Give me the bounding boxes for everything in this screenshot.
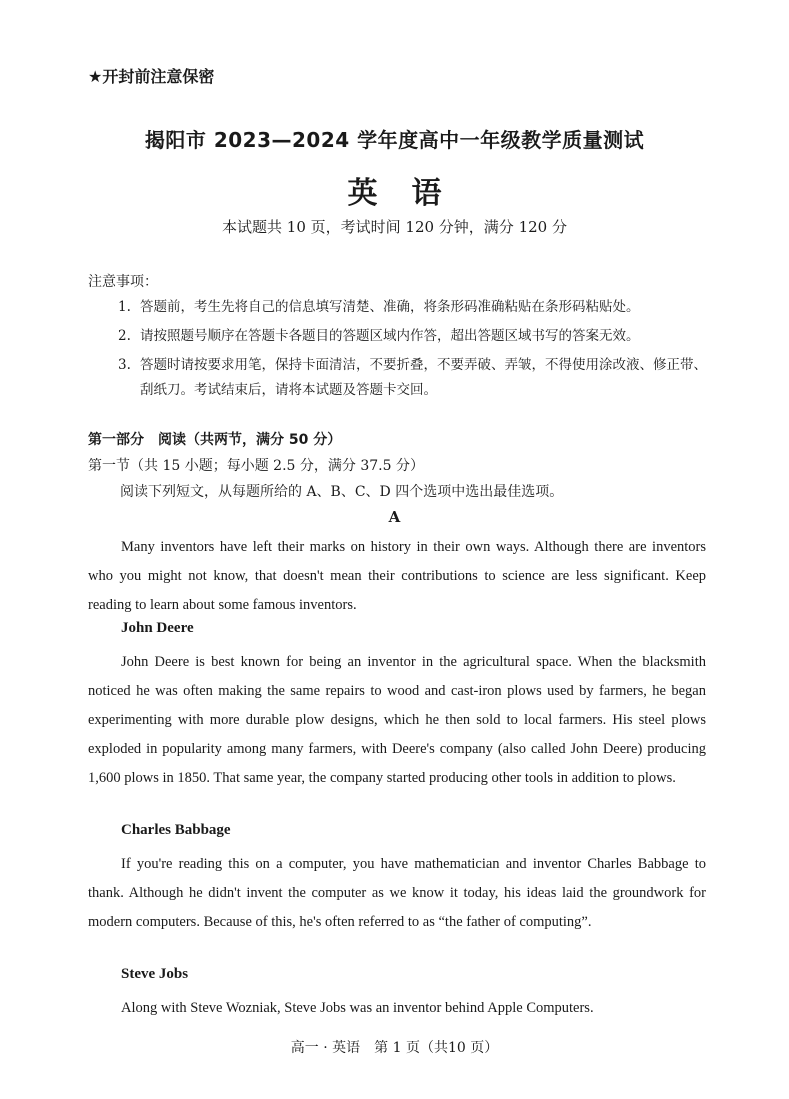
notice-item	[118, 295, 708, 320]
charles-babbage-paragraph	[88, 850, 706, 937]
passage-intro	[88, 533, 706, 620]
notice-number: 3.	[118, 357, 131, 373]
john-deere-paragraph	[88, 648, 706, 793]
confidential-notice: ★开封前注意保密	[88, 67, 215, 86]
notice-text: 答题时请按要求用笔，保持卡面清洁，不要折叠，不要弄破、弄皱，不得使用涂改液、修正带、刮纸刀。考试结束后，请将本试题及答题卡交回。	[140, 357, 707, 398]
page-footer: 高一 · 英语 第 1 页（共10 页）	[290, 1040, 499, 1056]
paragraph-text: John Deere is best known for being an inventor in the agricultural space. When the blacksmith noticed he was often making the same repairs to wood and cast-iron plows used by farmers, he began experimenting with more durable plow designs, which he then sold to local farmers. His steel plows exploded in popularity among many farmers, with Deere's company (also called John Deere) producing 1,600 plows in 1850. That same year, the company started producing other tools in addition to plows.	[88, 654, 706, 786]
paragraph-text: Along with Steve Wozniak, Steve Jobs was an inventor behind Apple Computers.	[121, 1000, 594, 1016]
steve-jobs-paragraph	[88, 994, 706, 1023]
section-heading-charles-babbage: Charles Babbage	[121, 822, 231, 838]
notice-item	[118, 353, 708, 403]
notice-item	[118, 324, 708, 349]
notice-number: 1.	[118, 299, 131, 315]
section-heading: 第一节（共 15 小题；每小题 2.5 分，满分 37.5 分）	[88, 458, 424, 474]
subject-title: 英语	[347, 176, 476, 211]
paragraph-text: If you're reading this on a computer, you have mathematician and inventor Charles Babbage to thank. Although he didn't invent the computer as we know it today, his ideas laid the groundwork for modern computers. Because of this, he's often referred to as “the father of computing”.	[88, 856, 706, 930]
notice-number: 2.	[118, 328, 131, 344]
reading-instruction: 阅读下列短文，从每题所给的 A、B、C、D 四个选项中选出最佳选项。	[120, 484, 564, 500]
notice-text: 答题前，考生先将自己的信息填写清楚、准确，将条形码准确粘贴在条形码粘贴处。	[140, 299, 640, 315]
notice-heading: 注意事项：	[88, 274, 158, 290]
section-heading-john-deere: John Deere	[121, 620, 194, 636]
section-heading-steve-jobs: Steve Jobs	[121, 966, 189, 982]
paragraph-text: Many inventors have left their marks on history in their own ways. Although there are inventors who you might not know, that doesn't mean their contributions to science are less significant. Keep reading to learn about some famous inventors.	[88, 539, 706, 613]
passage-label: A	[388, 508, 401, 526]
notice-list	[118, 295, 708, 407]
exam-title: 揭阳市 2023—2024 学年度高中一年级教学质量测试	[144, 128, 645, 152]
exam-meta: 本试题共 10 页，考试时间 120 分钟，满分 120 分	[222, 218, 567, 236]
notice-text: 请按照题号顺序在答题卡各题目的答题区域内作答，超出答题区域书写的答案无效。	[140, 328, 640, 344]
part-heading: 第一部分 阅读（共两节，满分 50 分）	[88, 432, 342, 448]
